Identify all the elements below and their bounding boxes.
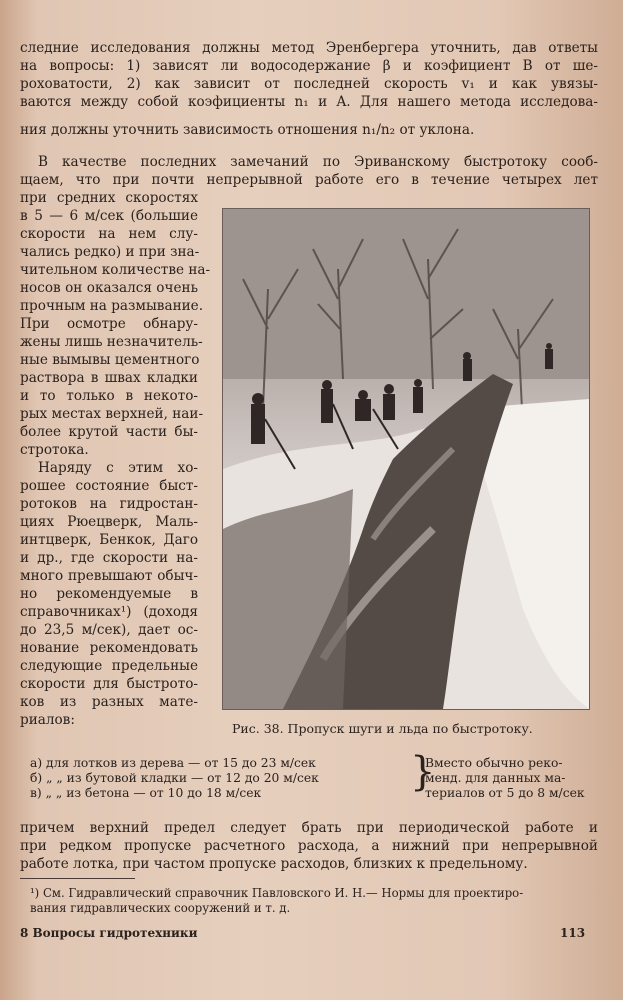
column-text-line: интцверк, Бенкок, Даго: [20, 532, 198, 548]
column-text-line: в 5 — 6 м/сек (большие: [20, 208, 198, 224]
body-text-line: ния должны уточнить зависимость отношения n₁/n₂ от уклона.: [20, 122, 475, 138]
figure-caption: Рис. 38. Пропуск шуги и льда по быстротоку.: [232, 721, 533, 736]
column-text-line: при средних скоростях: [20, 190, 198, 206]
column-text-line: чительном количестве на-: [20, 262, 211, 278]
column-text-line: следующие предельные: [20, 658, 198, 674]
body-text-line: следние исследования должны метод Эренбергера уточнить, дав ответы: [20, 40, 598, 56]
page-number: 113: [560, 926, 586, 940]
column-text-line: скорости для быстрото-: [20, 676, 198, 692]
column-text-line: и др., где скорости на-: [20, 550, 198, 566]
column-text-line: рых местах верхней, наи-: [20, 406, 204, 422]
column-text-line: циях Рюецверк, Маль-: [20, 514, 198, 530]
printer-signature: 8 Вопросы гидротехники: [20, 926, 198, 940]
body-text-line: щаем, что при почти непрерывной работе его в течение четырех лет: [20, 172, 598, 188]
column-text-line: до 23,5 м/сек), дает ос-: [20, 622, 198, 638]
speed-note-line: териалов от 5 до 8 м/сек: [425, 786, 585, 800]
column-text-line: Наряду с этим хо-: [38, 460, 198, 476]
column-text-line: жены лишь незначитель-: [20, 334, 203, 350]
speed-note-line: менд. для данных ма-: [425, 771, 566, 785]
brace-symbol: }: [410, 749, 436, 795]
body-text-line: роховатости, 2) как зависит от последней скорость v₁ и как увязы-: [20, 76, 598, 92]
column-text-line: ные вымывы цементного: [20, 352, 200, 368]
footnote-rule: [20, 878, 135, 879]
column-text-line: ков из разных мате-: [20, 694, 198, 710]
column-text-line: более крутой части бы-: [20, 424, 198, 440]
column-text-line: носов он оказался очень: [20, 280, 198, 296]
snow-spillway-illustration: [223, 209, 589, 709]
column-text-line: риалов:: [20, 712, 75, 728]
speed-note-line: Вместо обычно реко-: [425, 756, 563, 770]
speed-list-item: б) „ „ из бутовой кладки — от 12 до 20 м/сек: [30, 771, 319, 785]
body-text-line: работе лотка, при частом пропуске расходов, близких к предельному.: [20, 856, 528, 872]
column-text-line: прочным на размывание.: [20, 298, 204, 314]
speed-list-item: в) „ „ из бетона — от 10 до 18 м/сек: [30, 786, 262, 800]
column-text-line: чались редко) и при зна-: [20, 244, 200, 260]
column-text-line: При осмотре обнару-: [20, 316, 198, 332]
column-text-line: справочниках¹) (доходя: [20, 604, 198, 620]
footnote-line: ¹) См. Гидравлический справочник Павловского И. Н.— Нормы для проектиро-: [30, 886, 524, 900]
column-text-line: нование рекомендовать: [20, 640, 198, 656]
column-text-line: раствора в швах кладки: [20, 370, 198, 386]
figure-photo: [222, 208, 590, 710]
footnote-line: вания гидравлических сооружений и т. д.: [30, 901, 291, 915]
column-text-line: скорости на нем слу-: [20, 226, 198, 242]
body-text-line: ваются между собой коэфициенты n₁ и A. Для нашего метода исследова-: [20, 94, 598, 110]
column-text-line: стротока.: [20, 442, 89, 458]
column-text-line: ротоков на гидростан-: [20, 496, 198, 512]
speed-list-item: а) для лотков из дерева — от 15 до 23 м/сек: [30, 756, 316, 770]
body-text-line: В качестве последних замечаний по Эриванскому быстротоку сооб-: [38, 154, 598, 170]
column-text-line: и то только в некото-: [20, 388, 198, 404]
column-text-line: но рекомендуемые в: [20, 586, 198, 602]
body-text-line: при редком пропуске расчетного расхода, а нижний при непрерывной: [20, 838, 598, 854]
column-text-line: рошее состояние быст-: [20, 478, 198, 494]
body-text-line: причем верхний предел следует брать при периодической работе и: [20, 820, 598, 836]
column-text-line: много превышают обыч-: [20, 568, 198, 584]
body-text-line: на вопросы: 1) зависят ли водосодержание β и коэфициент B от ше-: [20, 58, 598, 74]
